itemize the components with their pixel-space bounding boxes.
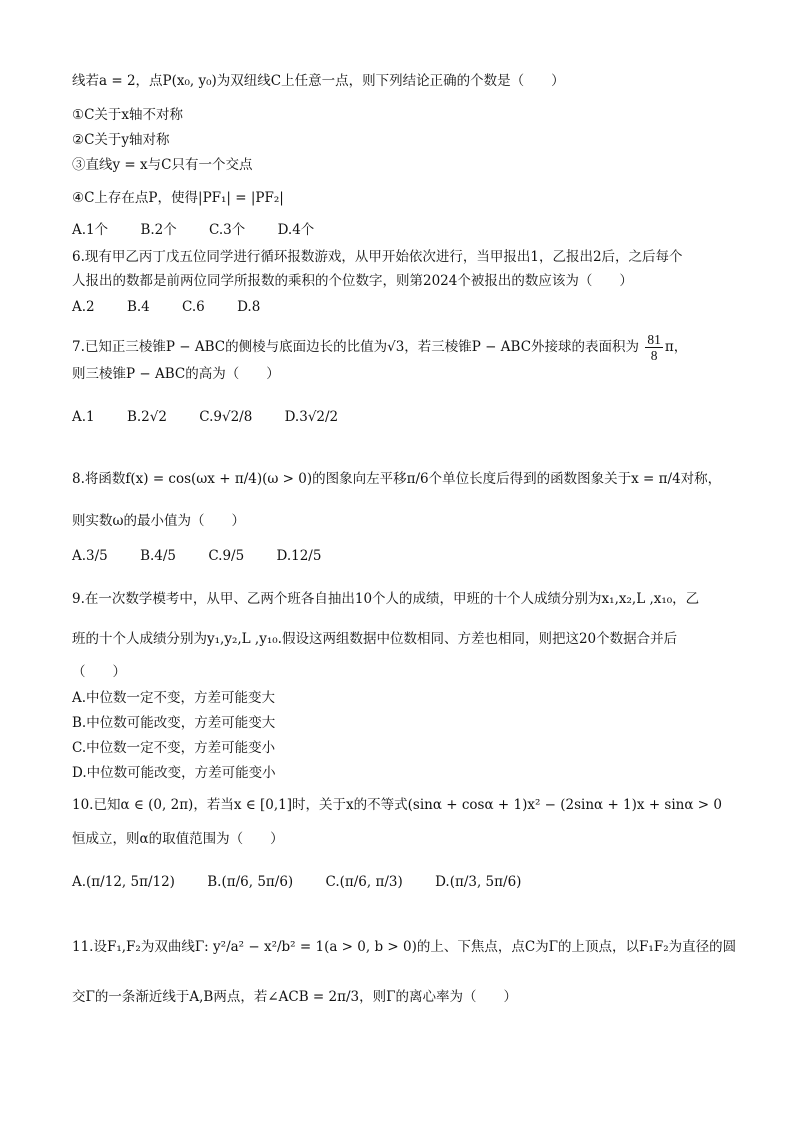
q6-option-b: B.4 xyxy=(126,299,150,315)
q6-option-d: D.8 xyxy=(237,299,261,315)
q8-option-c: C.9/5 xyxy=(208,548,245,564)
q8-line-1 xyxy=(72,470,721,488)
q8-option-a: A.3/5 xyxy=(72,548,108,564)
q7-line-1-text: 7.已知正三棱锥P − ABC的侧棱与底面边长的比值为√3，若三棱锥P − ABC外接球的表面积为 xyxy=(72,339,640,355)
q6-option-c: C.6 xyxy=(182,299,205,315)
q9-option-c: C.中位数一定不变，方差可能变小 xyxy=(72,740,276,756)
q7-area-numerator: 81 xyxy=(647,332,661,347)
q10-option-c: C.(π/6, π/3) xyxy=(325,874,403,890)
q9-option-d: D.中位数可能改变，方差可能变小 xyxy=(72,765,276,781)
q9-line-1: 9.在一次数学模考中，从甲、乙两个班各自抽出10个人的成绩，甲班的十个人成绩分别为x₁,x₂,L ,x₁₀，乙 xyxy=(72,591,700,607)
q9-option-b: B.中位数可能改变，方差可能变大 xyxy=(72,715,276,731)
q10-line-2: 恒成立，则α的取值范围为（ ） xyxy=(72,831,284,847)
q8-line-1-text: 8.将函数f(x) = cos(ωx + π/4)(ω > 0)的图象向左平移 xyxy=(72,471,407,487)
q5-statement-4: ④C上存在点P，使得|PF₁| = |PF₂| xyxy=(72,190,284,206)
q11-line-1: 11.设F₁,F₂为双曲线Γ: y²/a² − x²/b² = 1(a > 0, b > 0)的上、下焦点，点C为Γ的上顶点，以F₁F₂为直径的圆 xyxy=(72,939,737,955)
q8-options xyxy=(72,547,349,565)
q11-line-2: 交Γ的一条渐近线于A,B两点，若∠ACB = 2π/3，则Γ的离心率为（ ） xyxy=(72,989,517,1005)
q7-area-denominator: 8 xyxy=(650,348,658,363)
q9-line-3: （ ） xyxy=(72,664,126,680)
q10-option-d: D.(π/3, 5π/6) xyxy=(435,874,522,890)
q7-option-a: A.1 xyxy=(72,409,95,425)
q7-line-1 xyxy=(72,332,687,363)
q7-line-2: 则三棱锥P − ABC的高为（ ） xyxy=(72,366,280,382)
q5-statement-2: ②C关于y轴对称 xyxy=(72,132,170,148)
q5-statement-3: ③直线y = x与C只有一个交点 xyxy=(72,157,253,173)
q8-option-b: B.4/5 xyxy=(140,548,177,564)
q10-option-b: B.(π/6, 5π/6) xyxy=(207,874,294,890)
q6-line-2: 人报出的数都是前两位同学所报数的乘积的个位数字，则第2024个被报出的数应该为（ ） xyxy=(72,273,633,289)
q7-area-fraction xyxy=(645,332,663,363)
q9-option-a: A.中位数一定不变，方差可能变大 xyxy=(72,690,276,706)
q7-option-c: C.9√2/8 xyxy=(199,409,253,425)
q7-option-b: B.2√2 xyxy=(126,409,167,425)
q5-option-a: A.1个 xyxy=(72,222,109,238)
q10-option-a: A.(π/12, 5π/12) xyxy=(72,874,175,890)
q8-line-2: 则实数ω的最小值为（ ） xyxy=(72,513,246,529)
q8-option-d: D.12/5 xyxy=(276,548,322,564)
q6-options xyxy=(72,298,288,316)
q7-line-1-tail: π， xyxy=(664,339,688,355)
q5-stem: 线若a = 2，点P(x₀, y₀)为双纽线C上任意一点，则下列结论正确的个数是（ ） xyxy=(72,73,565,89)
q9-line-2: 班的十个人成绩分别为y₁,y₂,L ,y₁₀.假设这两组数据中位数相同、方差也相同，则把这20个数据合并后 xyxy=(72,631,678,647)
q10-options xyxy=(72,873,549,891)
q8-line-1-tail: π/6个单位长度后得到的函数图象关于x = π/4对称， xyxy=(406,471,722,487)
q5-options xyxy=(72,221,342,239)
q5-option-c: C.3个 xyxy=(209,222,246,238)
q6-option-a: A.2 xyxy=(72,299,95,315)
q5-option-d: D.4个 xyxy=(277,222,315,238)
q6-line-1: 6.现有甲乙丙丁戊五位同学进行循环报数游戏，从甲开始依次进行，当甲报出1，乙报出2后，之后每个 xyxy=(72,249,683,265)
q5-option-b: B.2个 xyxy=(140,222,177,238)
q7-options xyxy=(72,408,366,426)
q10-line-1: 10.已知α ∈ (0, 2π)，若当x ∈ [0,1]时，关于x的不等式(sinα + cosα + 1)x² − (2sinα + 1)x + sinα > 0 xyxy=(72,797,722,813)
q7-option-d: D.3√2/2 xyxy=(284,409,339,425)
q5-statement-1: ①C关于x轴不对称 xyxy=(72,107,184,123)
